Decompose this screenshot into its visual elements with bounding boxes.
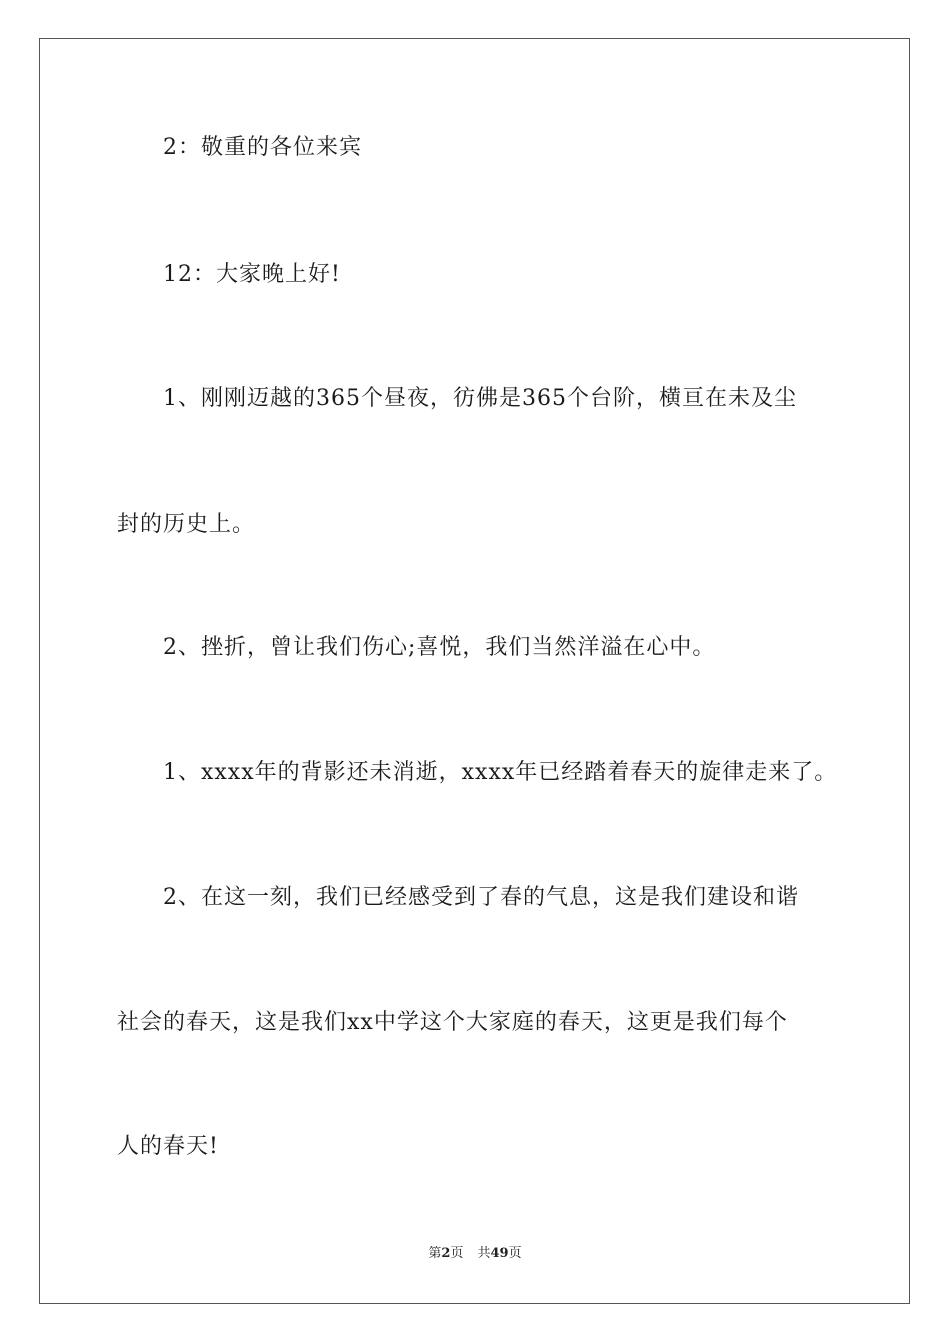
text-line-8: 社会的春天，这是我们xx中学这个大家庭的春天，这更是我们每个 [117, 1010, 788, 1035]
footer-page-number: 2 [441, 1246, 451, 1261]
footer-page-suffix: 页 [450, 1246, 464, 1261]
text-line-3: 1、刚刚迈越的365个昼夜，彷佛是365个台阶，横亘在未及尘 [163, 386, 797, 411]
footer-prefix: 第 [428, 1246, 442, 1261]
text-line-7: 2、在这一刻，我们已经感受到了春的气息，这是我们建设和谐 [163, 885, 799, 910]
footer-total-prefix: 共 [477, 1246, 491, 1261]
text-line-9: 人的春天! [117, 1134, 219, 1159]
text-line-2: 12：大家晚上好! [163, 262, 341, 287]
text-line-5: 2、挫折，曾让我们伤心;喜悦，我们当然洋溢在心中。 [163, 635, 716, 660]
footer-total-pages: 49 [490, 1246, 509, 1261]
page-border [39, 38, 910, 1304]
text-line-6: 1、xxxx年的背影还未消逝，xxxx年已经踏着春天的旋律走来了。 [163, 760, 838, 785]
text-line-1: 2：敬重的各位来宾 [163, 135, 362, 160]
page-footer [0, 1245, 950, 1263]
text-line-4: 封的历史上。 [117, 512, 256, 537]
footer-total-suffix: 页 [508, 1246, 522, 1261]
